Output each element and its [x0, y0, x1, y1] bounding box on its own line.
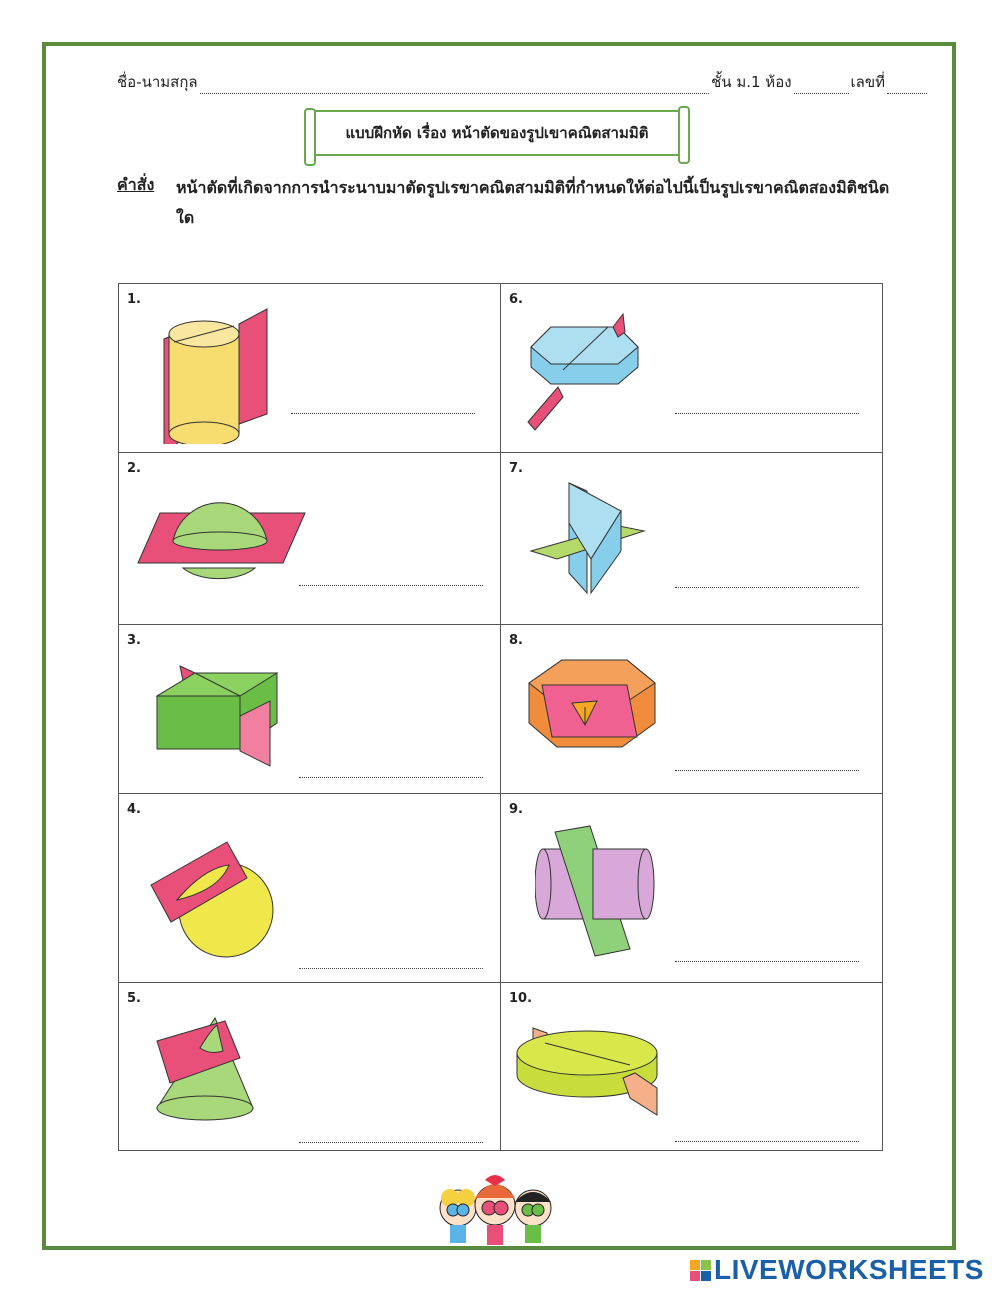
question-number: 10.	[509, 991, 533, 1006]
question-number: 5.	[127, 991, 141, 1006]
cylinder-disc-cut-icon	[515, 1023, 660, 1123]
question-number: 6.	[509, 292, 523, 307]
question-cell	[501, 625, 882, 794]
instruction-text: หน้าตัดที่เกิดจากการนำระนาบมาตัดรูปเรขาคณิตสามมิติที่กำหนดให้ต่อไปนี้เป็นรูปเรขาคณิตสองมิติชนิดใด	[176, 178, 890, 227]
cylinder-vertical-cut-icon	[159, 304, 279, 444]
answer-input[interactable]	[675, 565, 859, 588]
triangular-prism-vertical-cut-icon	[155, 661, 285, 771]
sphere-horizontal-cut-icon	[135, 493, 310, 588]
question-cell	[119, 284, 501, 453]
number-label: เลขที่	[850, 73, 885, 91]
sphere-oblique-cut-icon	[149, 830, 279, 960]
triangular-prism-cut-icon	[529, 481, 649, 603]
logo-text: LIVEWORKSHEETS	[714, 1254, 984, 1285]
question-cell	[119, 983, 501, 1150]
class-label: ชั้น ม.1 ห้อง	[711, 73, 792, 91]
student-info-line	[117, 70, 929, 94]
question-number: 7.	[509, 461, 523, 476]
answer-input[interactable]	[299, 563, 483, 586]
answer-input[interactable]	[675, 1119, 859, 1142]
question-number: 9.	[509, 802, 523, 817]
question-cell	[501, 794, 882, 983]
question-number: 8.	[509, 633, 523, 648]
answer-input[interactable]	[299, 755, 483, 778]
answer-input[interactable]	[675, 748, 859, 771]
room-blank[interactable]	[794, 79, 849, 94]
number-blank[interactable]	[887, 79, 927, 94]
question-number: 3.	[127, 633, 141, 648]
worksheet-title	[306, 110, 688, 156]
cone-oblique-cut-icon	[155, 1013, 255, 1125]
logo-badge-icon	[690, 1260, 711, 1281]
answer-input[interactable]	[675, 939, 859, 962]
question-cell	[119, 625, 501, 794]
question-cell	[501, 983, 882, 1150]
name-label: ชื่อ-นามสกุล	[117, 73, 198, 91]
question-cell	[119, 453, 501, 625]
title-text: แบบฝึกหัด เรื่อง หน้าตัดของรูปเขาคณิตสามมิติ	[345, 124, 649, 142]
instruction-label: คำสั่ง	[117, 175, 155, 194]
liveworksheets-logo	[690, 1254, 984, 1286]
question-number: 1.	[127, 292, 141, 307]
cylinder-oblique-cut-icon	[535, 824, 660, 964]
question-cell	[501, 453, 882, 625]
hexagonal-prism-cut-icon	[523, 312, 653, 432]
answer-input[interactable]	[291, 391, 475, 414]
question-number: 2.	[127, 461, 141, 476]
question-grid	[118, 283, 883, 1151]
name-blank[interactable]	[200, 79, 710, 94]
answer-input[interactable]	[299, 946, 483, 969]
answer-input[interactable]	[299, 1120, 483, 1143]
cartoon-characters-image	[430, 1170, 560, 1250]
question-cell	[501, 284, 882, 453]
question-cell	[119, 794, 501, 983]
answer-input[interactable]	[675, 391, 859, 414]
hexagonal-prism-pyramid-cut-icon	[527, 655, 659, 751]
question-number: 4.	[127, 802, 141, 817]
